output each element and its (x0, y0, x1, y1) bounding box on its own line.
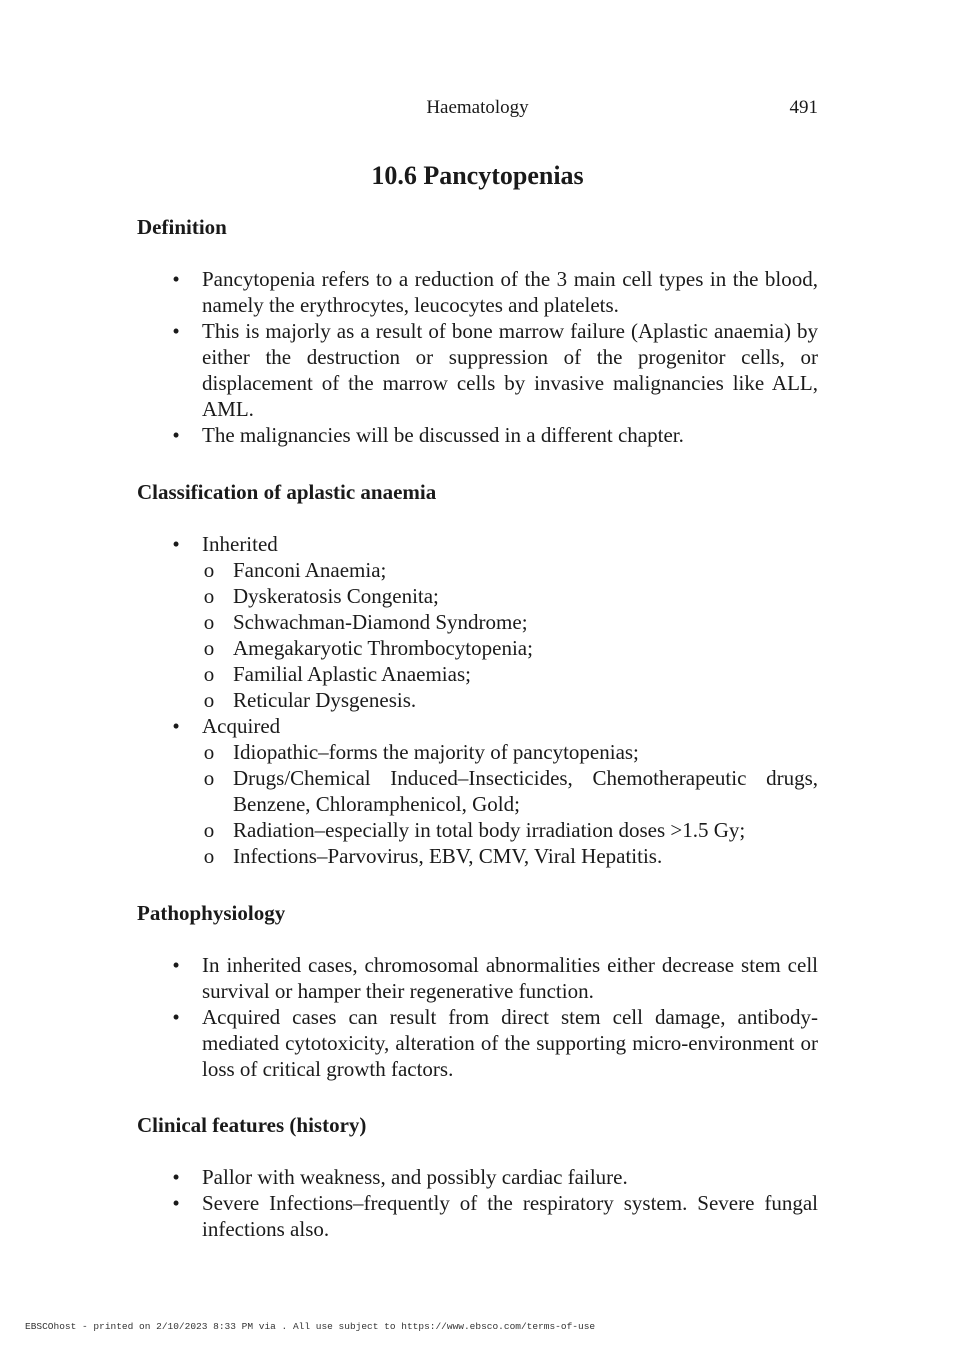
list-item (137, 318, 818, 422)
chapter-title: 10.6 Pancytopenias (371, 161, 584, 190)
page-number: 491 (789, 97, 818, 118)
definition-list (137, 266, 818, 448)
bullet-icon: • (172, 267, 180, 291)
section-heading-pathophysiology: Pathophysiology (137, 901, 286, 925)
sub-bullet-icon: o (203, 558, 215, 582)
bullet-icon: • (172, 423, 180, 447)
sub-list-item (202, 817, 818, 843)
sub-list-item-text: Radiation–especially in total body irradiation doses >1.5 Gy; (233, 818, 746, 842)
list-item (137, 531, 818, 713)
list-item-text: Acquired cases can result from direct stem cell damage, antibody-mediated cytotoxicity, alteration of the supporting micro-environment or loss of critical growth factors. (202, 1005, 818, 1081)
list-item-text: Inherited (202, 532, 278, 556)
bullet-icon: • (172, 1005, 180, 1029)
sub-list-item-text: Infections–Parvovirus, EBV, CMV, Viral Hepatitis. (233, 844, 663, 868)
running-header (137, 97, 818, 121)
sub-bullet-icon: o (203, 766, 215, 790)
sub-list-item (202, 739, 818, 765)
sub-list-item-text: Schwachman-Diamond Syndrome; (233, 610, 528, 634)
print-footer: EBSCOhost - printed on 2/10/2023 8:33 PM via . All use subject to https://www.ebsco.com/terms-of-use (25, 1321, 596, 1332)
classification-section (137, 479, 818, 869)
clinical-section (137, 1112, 818, 1242)
classification-list (137, 531, 818, 869)
list-item-text: The malignancies will be discussed in a different chapter. (202, 423, 684, 447)
sub-bullet-icon: o (203, 636, 215, 660)
bullet-icon: • (172, 1165, 180, 1189)
sub-bullet-icon: o (203, 610, 215, 634)
acquired-sublist (202, 739, 818, 869)
sub-bullet-icon: o (203, 740, 215, 764)
sub-list-item-text: Dyskeratosis Congenita; (233, 584, 439, 608)
list-item (137, 1164, 818, 1190)
sub-list-item (202, 687, 818, 713)
list-item-text: This is majorly as a result of bone marrow failure (Aplastic anaemia) by either the destruction or suppression of the progenitor cells, or displacement of the marrow cells by invasive malignancies like ALL, AML. (202, 319, 818, 421)
bullet-icon: • (172, 714, 180, 738)
list-item (137, 266, 818, 318)
sub-bullet-icon: o (203, 818, 215, 842)
pathophysiology-section (137, 900, 818, 1082)
list-item-text: Pallor with weakness, and possibly cardiac failure. (202, 1165, 628, 1189)
sub-list-item (202, 557, 818, 583)
sub-bullet-icon: o (203, 688, 215, 712)
sub-list-item-text: Fanconi Anaemia; (233, 558, 387, 582)
list-item-text: Pancytopenia refers to a reduction of the 3 main cell types in the blood, namely the erythrocytes, leucocytes and platelets. (202, 267, 818, 317)
inherited-sublist (202, 557, 818, 713)
sub-list-item-text: Reticular Dysgenesis. (233, 688, 417, 712)
list-item (137, 952, 818, 1004)
pathophysiology-list (137, 952, 818, 1082)
list-item (137, 713, 818, 869)
sub-bullet-icon: o (203, 844, 215, 868)
sub-list-item-text: Idiopathic–forms the majority of pancytopenias; (233, 740, 639, 764)
running-title: Haematology (426, 97, 529, 118)
bullet-icon: • (172, 953, 180, 977)
sub-list-item-text: Familial Aplastic Anaemias; (233, 662, 471, 686)
section-heading-clinical: Clinical features (history) (137, 1113, 367, 1137)
sub-list-item (202, 661, 818, 687)
sub-list-item (202, 609, 818, 635)
sub-list-item (202, 635, 818, 661)
clinical-list (137, 1164, 818, 1242)
section-heading-definition: Definition (137, 215, 227, 239)
sub-bullet-icon: o (203, 662, 215, 686)
list-item (137, 422, 818, 448)
bullet-icon: • (172, 1191, 180, 1215)
bullet-icon: • (172, 532, 180, 556)
sub-list-item (202, 583, 818, 609)
bullet-icon: • (172, 319, 180, 343)
section-heading-classification: Classification of aplastic anaemia (137, 480, 437, 504)
sub-list-item (202, 765, 818, 817)
sub-list-item-text: Amegakaryotic Thrombocytopenia; (233, 636, 533, 660)
list-item-text: Severe Infections–frequently of the respiratory system. Severe fungal infections also. (202, 1191, 818, 1241)
sub-list-item-text: Drugs/Chemical Induced–Insecticides, Chemotherapeutic drugs, Benzene, Chloramphenicol, Gold; (233, 766, 818, 816)
sub-bullet-icon: o (203, 584, 215, 608)
sub-list-item (202, 843, 818, 869)
list-item (137, 1004, 818, 1082)
list-item-text: In inherited cases, chromosomal abnormalities either decrease stem cell survival or hamper their regenerative function. (202, 953, 818, 1003)
list-item (137, 1190, 818, 1242)
list-item-text: Acquired (202, 714, 281, 738)
definition-section (137, 214, 818, 448)
